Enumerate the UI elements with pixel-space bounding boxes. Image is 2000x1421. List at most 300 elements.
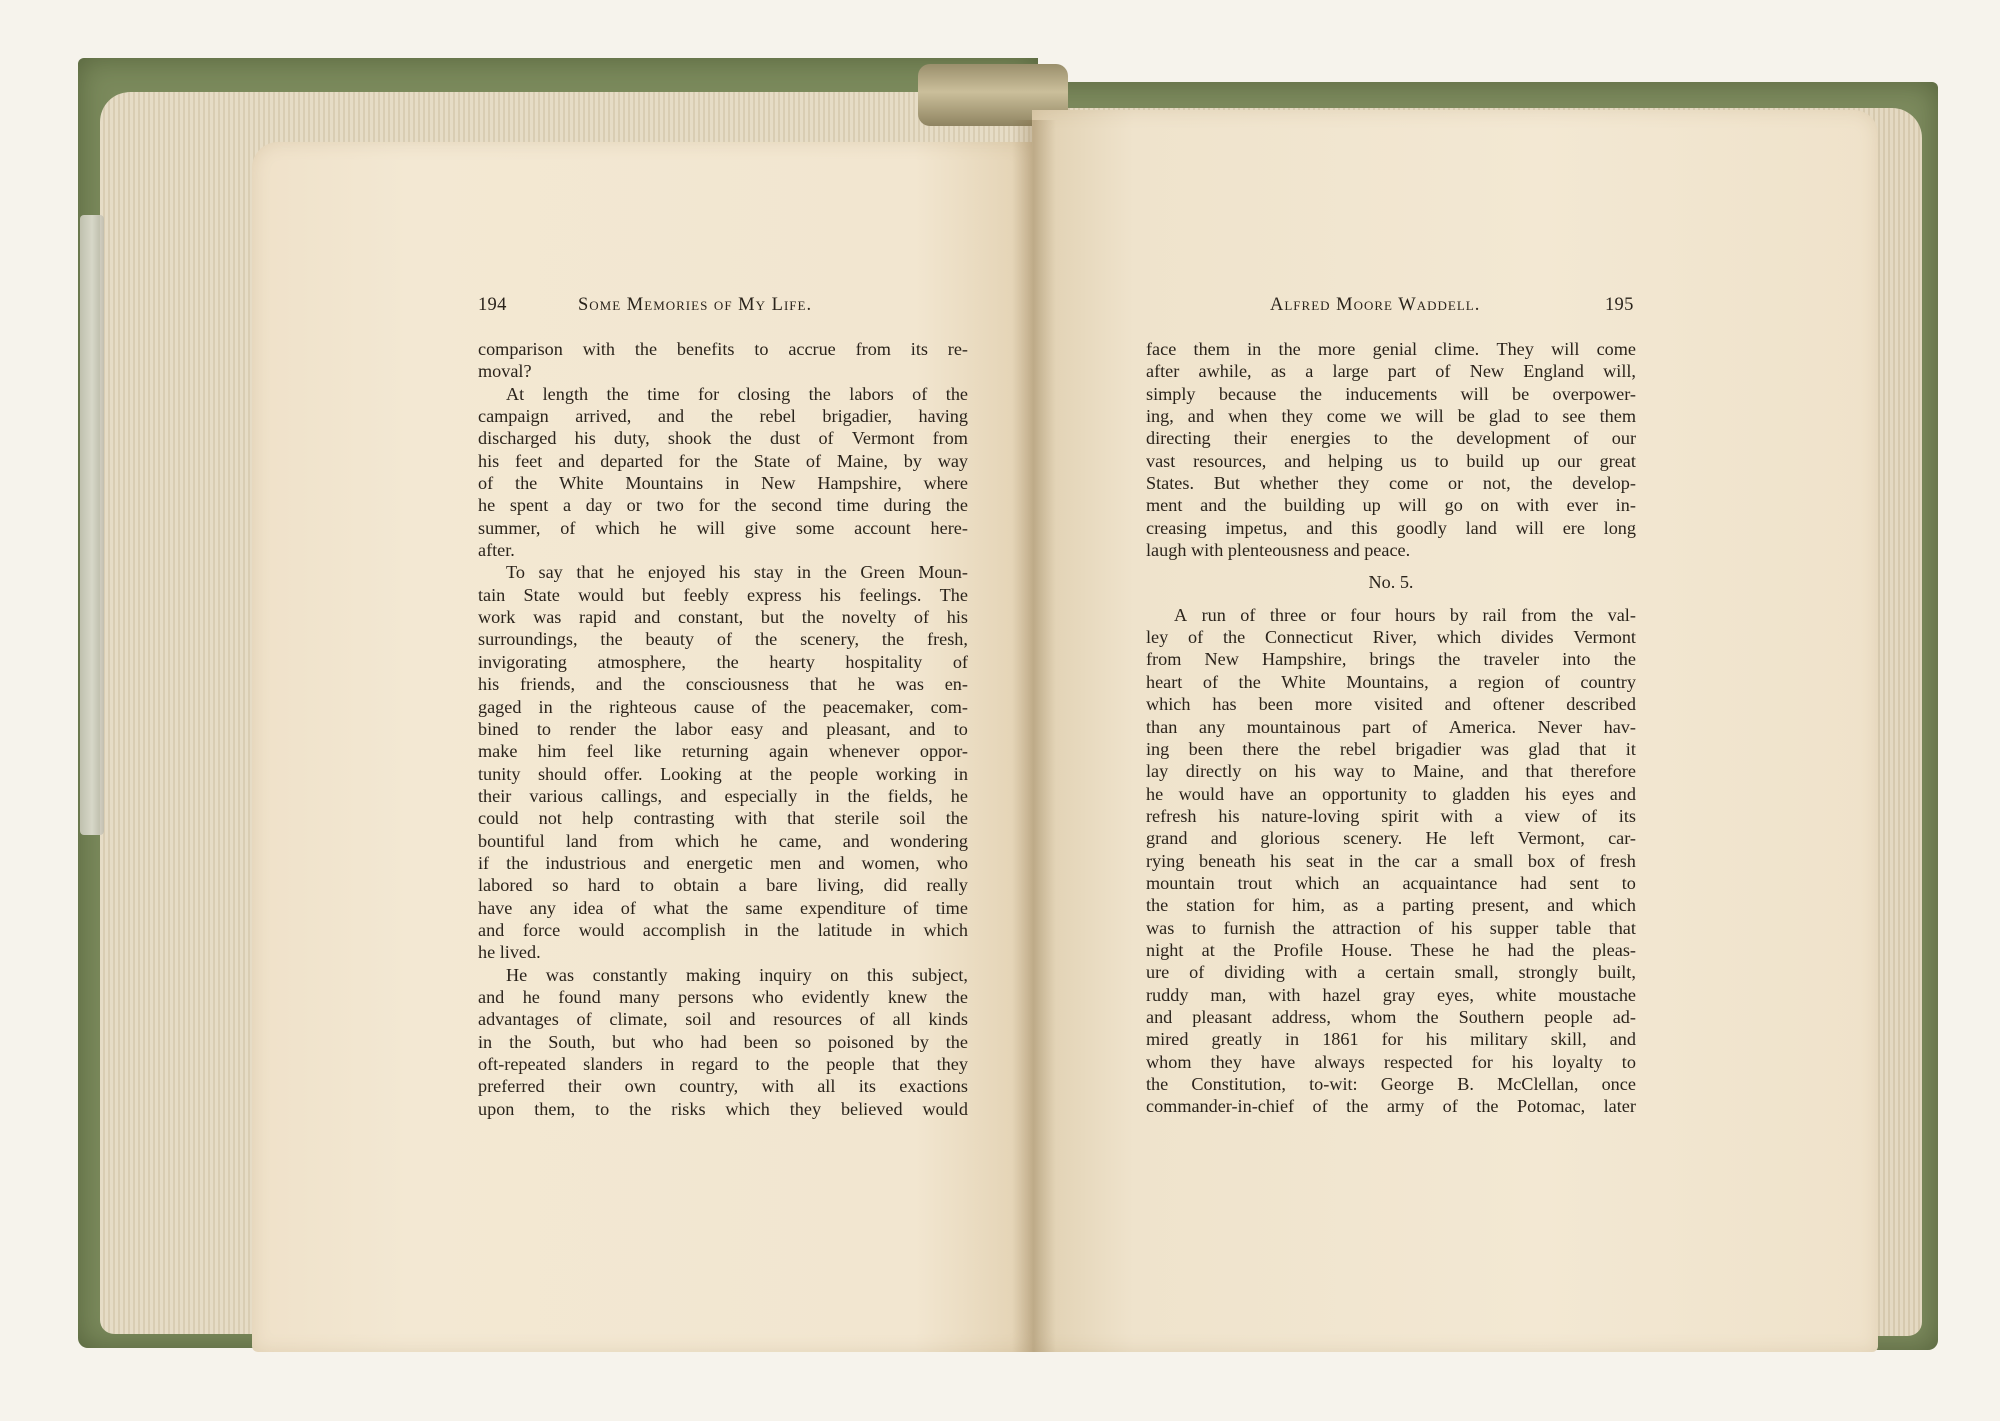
word: lay [1146, 761, 1169, 782]
word: of [560, 517, 576, 538]
word: callings, [600, 785, 663, 806]
word: mired [1146, 1029, 1189, 1050]
word: same [745, 897, 783, 918]
word: and [558, 450, 585, 471]
word: the [945, 1031, 968, 1052]
word: helping [1328, 450, 1383, 471]
word: in [1348, 850, 1364, 871]
word: dust [769, 428, 801, 449]
text-line [1146, 383, 1636, 405]
word: we [1380, 406, 1402, 427]
word: enjoyed [647, 562, 706, 583]
text-line [478, 897, 968, 919]
text-line [1146, 984, 1636, 1006]
word: which [674, 830, 720, 851]
word: the [1244, 495, 1267, 516]
word: the [1613, 649, 1636, 670]
word: this [1351, 517, 1378, 538]
text-line [478, 561, 968, 583]
line-text: moval? [478, 361, 532, 382]
text-line [1146, 360, 1636, 382]
word: refresh [1146, 805, 1197, 826]
word: 1861 [1322, 1029, 1359, 1050]
word: To [506, 562, 525, 583]
word: and [1146, 1006, 1173, 1027]
word: Constitution, [1191, 1074, 1286, 1094]
word: car [1414, 850, 1437, 871]
word: beauty [645, 629, 695, 650]
word: Maine, [1413, 761, 1465, 782]
word: genial [1372, 339, 1418, 359]
word: been [1188, 738, 1223, 759]
word: Hampshire, [817, 473, 902, 494]
word: making [686, 964, 741, 985]
word: land [1465, 517, 1497, 538]
line-text: after. [478, 540, 515, 561]
word: the [1222, 627, 1246, 648]
word: ing [1146, 738, 1170, 759]
word: the [824, 562, 847, 583]
word: the [634, 339, 658, 359]
word: arrived, [575, 406, 632, 427]
word: here- [930, 517, 968, 538]
word: the [945, 383, 968, 404]
word: people [826, 1054, 875, 1074]
word: hours [1395, 604, 1436, 625]
word: the [1416, 1006, 1439, 1027]
word: ruddy [1146, 984, 1189, 1005]
word: easy [730, 718, 764, 739]
word: preferred [478, 1076, 545, 1097]
word: table [1555, 917, 1592, 938]
word: build [1466, 450, 1504, 471]
word: to [536, 718, 552, 739]
text-line [478, 472, 968, 494]
word: hospitality [845, 651, 923, 672]
word: this [867, 964, 894, 985]
text-line [478, 718, 968, 740]
word: he [1472, 939, 1490, 960]
word: in [815, 785, 830, 806]
word: come [1326, 406, 1367, 427]
word: that [1608, 917, 1636, 938]
word: he [740, 830, 758, 851]
word: would [1178, 783, 1225, 804]
text-line [1146, 1006, 1636, 1028]
text-line [478, 807, 968, 829]
word: any [1198, 716, 1226, 737]
text-line [1146, 1073, 1636, 1095]
word: with [1268, 984, 1301, 1005]
word: all [892, 1009, 911, 1030]
word: in [538, 696, 553, 717]
text-line [1146, 827, 1636, 849]
word: energetic [686, 852, 753, 873]
word: simply [1146, 383, 1196, 404]
word: that [1525, 761, 1553, 782]
word: to [1434, 450, 1449, 471]
word: traveler [1483, 649, 1540, 670]
word: shook [667, 428, 712, 449]
word: the [754, 629, 778, 650]
word: and [634, 607, 661, 628]
word: closing [737, 383, 791, 404]
word: novelty [841, 607, 897, 628]
word: the [776, 919, 800, 940]
word: what [653, 897, 689, 918]
word: described [1566, 694, 1636, 715]
word: comparison [478, 339, 563, 359]
word: George [1380, 1074, 1434, 1094]
word: part [1362, 716, 1391, 737]
word: in [660, 1054, 675, 1074]
word: time [836, 495, 869, 516]
word: run [1201, 604, 1226, 625]
word: tain [478, 584, 506, 605]
word: sterile [834, 808, 880, 829]
word: hearty [769, 651, 815, 672]
word: their [1233, 428, 1268, 449]
word: various [529, 785, 583, 806]
word: in [725, 473, 740, 494]
word: would [578, 584, 624, 605]
word: him, [1292, 895, 1325, 916]
word: with [1516, 495, 1549, 516]
word: come [1596, 339, 1636, 359]
word: stay [753, 562, 784, 583]
word: Mountains, [1346, 671, 1429, 692]
word: skill, [1550, 1029, 1587, 1050]
word: creasing [1146, 517, 1207, 538]
word: inducements [1345, 383, 1438, 404]
word: greatly [1211, 1029, 1262, 1050]
word: not, [1482, 473, 1511, 494]
word: of [478, 473, 494, 494]
word: way [937, 450, 968, 471]
word: awhile, [1198, 361, 1252, 382]
text-line [478, 986, 968, 1008]
text-line [478, 763, 968, 785]
word: to [1621, 872, 1636, 893]
word: the [945, 495, 968, 516]
word: House. [1341, 939, 1393, 960]
word: believed [840, 1098, 903, 1119]
word: who [652, 1031, 684, 1052]
word: At [506, 383, 525, 404]
text-line [478, 651, 968, 673]
word: own [624, 1076, 656, 1097]
word: to [755, 1054, 770, 1074]
word: fields, [887, 785, 933, 806]
word: way [1333, 761, 1364, 782]
word: and [1609, 783, 1636, 804]
word: and [595, 674, 623, 695]
word: soil [899, 808, 926, 829]
word: of [1202, 671, 1219, 692]
word: the [629, 1098, 652, 1119]
word: Profile [1273, 939, 1323, 960]
word: hazel [1322, 984, 1361, 1005]
word: consciousness [685, 674, 789, 695]
word: the [1476, 1096, 1499, 1117]
word: his [719, 562, 741, 583]
word: more [1314, 694, 1353, 715]
word: glad [1528, 738, 1560, 759]
word: their [478, 785, 512, 806]
word: for [698, 495, 720, 516]
text-line [478, 919, 968, 941]
word: car- [1608, 828, 1636, 849]
word: his [478, 450, 500, 471]
word: peacemaker, [822, 696, 914, 717]
text-line [1146, 783, 1636, 805]
word: gray [1382, 984, 1416, 1005]
word: moustache [1558, 984, 1636, 1005]
word: the [945, 808, 968, 829]
word: to [1422, 783, 1437, 804]
word: mountainous [1246, 716, 1341, 737]
word: which [1294, 872, 1340, 893]
word: obtain [673, 875, 719, 896]
word: upon [478, 1098, 515, 1119]
word: furnish [1223, 917, 1275, 938]
word: the [1146, 895, 1169, 916]
word: but [641, 584, 666, 605]
word: an [1289, 783, 1307, 804]
word: rail [1482, 604, 1507, 625]
word: with [582, 339, 616, 359]
word: to [595, 1098, 610, 1119]
word: labored [478, 875, 533, 896]
text-line [1146, 805, 1636, 827]
word: poisoned [828, 1031, 894, 1052]
word: But [1213, 473, 1240, 494]
word: they [936, 1054, 968, 1074]
word: the [847, 785, 870, 806]
word: eyes [1561, 783, 1595, 804]
word: and [909, 718, 936, 739]
word: of [1412, 716, 1428, 737]
word: White [1281, 671, 1326, 692]
word: resources [773, 1009, 842, 1030]
word: large [1332, 361, 1369, 382]
word: subject, [911, 964, 968, 985]
word: for [1381, 1029, 1403, 1050]
word: from [1521, 604, 1557, 625]
word: his [574, 428, 596, 449]
word: go [1444, 495, 1463, 516]
word: by [910, 1031, 929, 1052]
word: from [932, 428, 968, 449]
word: once [1601, 1074, 1636, 1094]
word: always [1314, 1051, 1365, 1072]
text-line [1146, 716, 1636, 738]
word: development [1456, 428, 1551, 449]
text-line [1146, 917, 1636, 939]
word: brigadier [1395, 738, 1462, 759]
word: in [1247, 339, 1262, 359]
text-line [1146, 494, 1636, 516]
text-line [1146, 872, 1636, 894]
word: but [612, 1031, 636, 1052]
word: part [1387, 361, 1417, 382]
word: climate, [609, 1009, 668, 1030]
word: will [1551, 339, 1580, 359]
word: military [1470, 1029, 1528, 1050]
word: make [478, 741, 518, 762]
word: to [1534, 406, 1549, 427]
word: bountiful [478, 830, 545, 851]
word: in [744, 919, 759, 940]
word: and [1609, 1029, 1636, 1050]
word: the [1299, 383, 1322, 404]
word: ever [1566, 495, 1598, 516]
word: them, [534, 1098, 576, 1119]
word: the [1377, 850, 1400, 871]
word: nature-loving [1261, 805, 1360, 826]
word: rebel [759, 406, 796, 427]
word: com- [930, 696, 968, 717]
text-line [1146, 1095, 1636, 1117]
word: they [1281, 406, 1313, 427]
word: that [787, 808, 815, 829]
word: be [1457, 406, 1475, 427]
word: his [819, 584, 842, 605]
text-line [478, 673, 968, 695]
word: our [1557, 450, 1582, 471]
word: long [1603, 517, 1636, 538]
text-line [478, 494, 968, 516]
word: army [1386, 1096, 1425, 1117]
word: the [705, 897, 729, 918]
word: give [744, 517, 777, 538]
left-running-title-text: Some Memories of My Life. [578, 295, 813, 315]
text-line [1146, 626, 1636, 648]
word: his [1451, 917, 1473, 938]
word: White [559, 473, 604, 494]
word: into [1562, 649, 1591, 670]
text-line [478, 338, 968, 360]
text-line [478, 517, 968, 539]
word: and [1547, 895, 1574, 916]
word: from [1146, 649, 1182, 670]
page-number-right: 195 [1605, 295, 1634, 315]
word: in [796, 562, 811, 583]
word: of [1581, 805, 1597, 826]
word: which [1146, 694, 1191, 715]
word: whom [1146, 1051, 1192, 1072]
word: a [1305, 361, 1314, 382]
word: Mountains [625, 473, 704, 494]
word: of [1418, 917, 1434, 938]
word: Connecticut [1265, 627, 1353, 648]
word: after [1146, 361, 1180, 382]
word: val- [1607, 604, 1636, 625]
word: rebel [1339, 738, 1377, 759]
word: day [585, 495, 612, 516]
word: but [760, 607, 785, 628]
word: could [478, 808, 519, 829]
word: Never [1537, 716, 1583, 737]
text-line [1146, 738, 1636, 760]
word: which [923, 919, 968, 940]
word: He [506, 964, 528, 985]
word: the [1278, 339, 1301, 359]
word: America. [1448, 716, 1517, 737]
text-line [478, 383, 968, 405]
word: on [1480, 495, 1499, 516]
word: man, [1210, 984, 1247, 1005]
word: scenery. [1343, 828, 1403, 849]
word: advantages [478, 1009, 559, 1030]
word: discharged [478, 428, 557, 449]
word: the [506, 852, 529, 873]
word: States. [1146, 473, 1194, 494]
word: to [953, 718, 968, 739]
word: Vermont [851, 428, 915, 449]
word: rying [1146, 850, 1185, 871]
word: of [818, 428, 834, 449]
word: fresh [1599, 850, 1636, 871]
word: the [1530, 473, 1553, 494]
word: will [1460, 383, 1489, 404]
text-line [478, 830, 968, 852]
word: will [696, 517, 725, 538]
word: divides [1500, 627, 1554, 648]
word: seat [1305, 850, 1335, 871]
word: the [786, 1054, 809, 1074]
word: say [538, 562, 563, 583]
word: his [1511, 1051, 1534, 1072]
word: be [1512, 383, 1530, 404]
word: brings [1369, 649, 1415, 670]
word: force [522, 919, 561, 940]
word: than [1146, 716, 1178, 737]
word: develop- [1572, 473, 1636, 494]
word: fresh, [927, 629, 968, 650]
word: white [1495, 984, 1537, 1005]
word: region [1477, 671, 1525, 692]
word: parting [1402, 895, 1454, 916]
word: which [725, 1098, 770, 1119]
text-line [1146, 1051, 1636, 1073]
section-heading [1146, 571, 1636, 593]
word: the [783, 696, 806, 717]
word: so [794, 1031, 812, 1052]
word: tunity [478, 763, 521, 784]
right-page-text [1146, 338, 1636, 1118]
word: of [805, 450, 822, 471]
word: whenever [828, 741, 900, 762]
word: slanders [583, 1054, 643, 1074]
word: of [1544, 671, 1560, 692]
word: ere [1562, 517, 1585, 538]
word: he [617, 562, 635, 583]
word: offer. [604, 763, 643, 784]
word: sent [1569, 872, 1599, 893]
word: labors [849, 383, 894, 404]
word: the [945, 986, 968, 1007]
word: Maine, [836, 450, 888, 471]
word: beneath [1199, 850, 1256, 871]
word: to-wit: [1309, 1074, 1358, 1094]
text-line [478, 584, 968, 606]
word: the [769, 763, 793, 784]
word: Green [860, 562, 905, 583]
word: has [1212, 694, 1237, 715]
word: atmosphere, [597, 651, 686, 672]
word: spent [509, 495, 549, 516]
